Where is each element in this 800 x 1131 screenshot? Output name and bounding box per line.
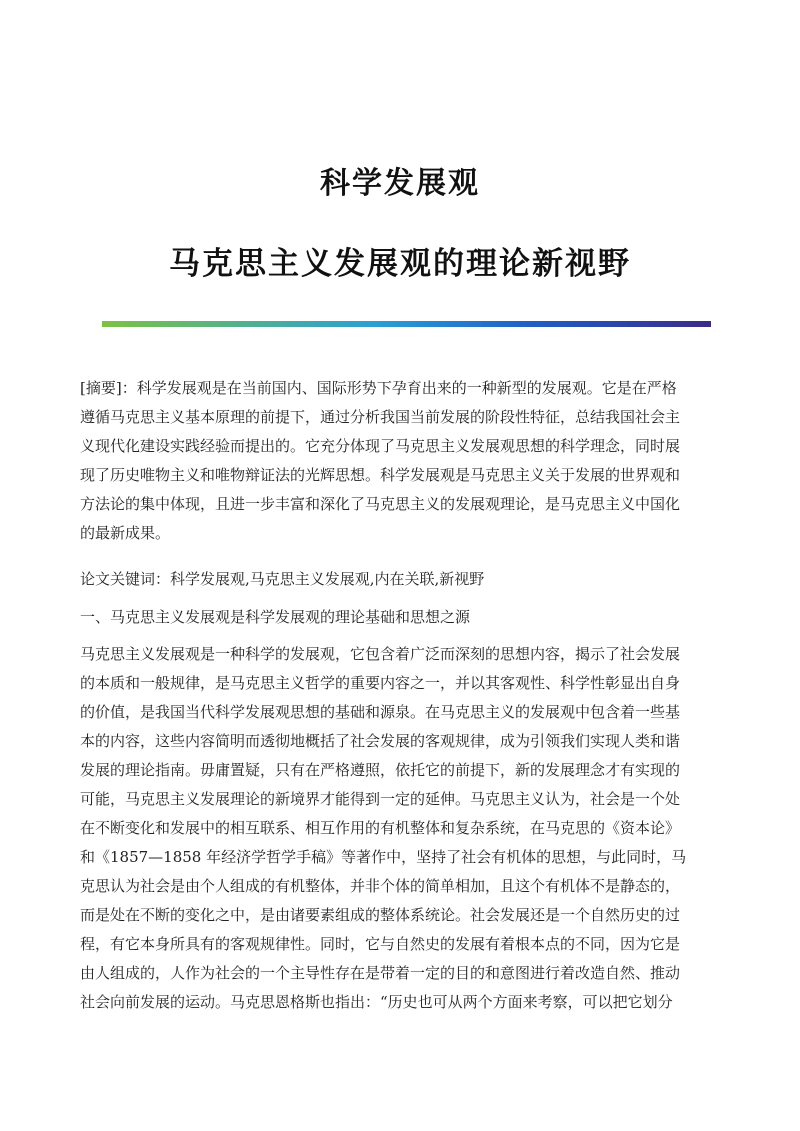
abstract-line: 义现代化建设实践经验而提出的。它充分体现了马克思主义发展观思想的科学理念，同时展 [80,437,681,455]
abstract-line: 现了历史唯物主义和唯物辩证法的光辉思想。科学发展观是马克思主义关于发展的世界观和 [80,466,681,484]
abstract-line: [摘要]：科学发展观是在当前国内、国际形势下孕育出来的一种新型的发展观。它是在严格 [80,379,677,397]
body-line: 克思认为社会是由个人组成的有机整体，并非个体的简单相加，且这个有机体不是静态的， [80,877,681,895]
body-line: 在不断变化和发展中的相互联系、相互作用的有机整体和复杂系统，在马克思的《资本论》 [80,819,681,837]
body-line: 由人组成的，人作为社会的一个主导性存在是带着一定的目的和意图进行着改造自然、推动 [80,964,681,982]
body-line: 的本质和一般规律，是马克思主义哲学的重要内容之一，并以其客观性、科学性彰显出自身 [80,674,681,692]
section-heading: 一、马克思主义发展观是科学发展观的理论基础和思想之源 [80,608,471,626]
body-line: 发展的理论指南。毋庸置疑，只有在严格遵照，依托它的前提下，新的发展理念才有实现的 [80,761,681,779]
abstract-line: 方法论的集中体现，且进一步丰富和深化了马克思主义的发展观理论，是马克思主义中国化 [80,495,681,513]
body-line: 可能，马克思主义发展理论的新境界才能得到一定的延伸。马克思主义认为，社会是一个处 [80,790,681,808]
abstract-paragraph [80,374,720,548]
abstract-line: 遵循马克思主义基本原理的前提下，通过分析我国当前发展的阶段性特征，总结我国社会主 [80,408,681,426]
body-paragraph [80,640,720,1017]
body-line: 的价值，是我国当代科学发展观思想的基础和源泉。在马克思主义的发展观中包含着一些基 [80,703,681,721]
keywords-line: 论文关键词：科学发展观,马克思主义发展观,内在关联,新视野 [80,570,485,588]
body-line: 而是处在不断的变化之中，是由诸要素组成的整体系统论。社会发展还是一个自然历史的过 [80,906,681,924]
body-line: 马克思主义发展观是一种科学的发展观，它包含着广泛而深刻的思想内容，揭示了社会发展 [80,645,681,663]
gradient-divider [102,321,711,327]
body-line: 程，有它本身所具有的客观规律性。同时，它与自然史的发展有着根本点的不同，因为它是 [80,935,681,953]
body-line: 本的内容，这些内容简明而透彻地概括了社会发展的客观规律，成为引领我们实现人类和谐 [80,732,681,750]
body-line: 和《1857—1858 年经济学哲学手稿》等著作中，坚持了社会有机体的思想，与此同时，马 [80,848,687,866]
abstract-line: 的最新成果。 [80,524,171,542]
document-title: 科学发展观 [320,166,480,201]
document-subtitle: 马克思主义发展观的理论新视野 [169,246,631,282]
body-line: 社会向前发展的运动。马克思恩格斯也指出：“历史也可从两个方面来考察，可以把它划分 [80,993,673,1011]
